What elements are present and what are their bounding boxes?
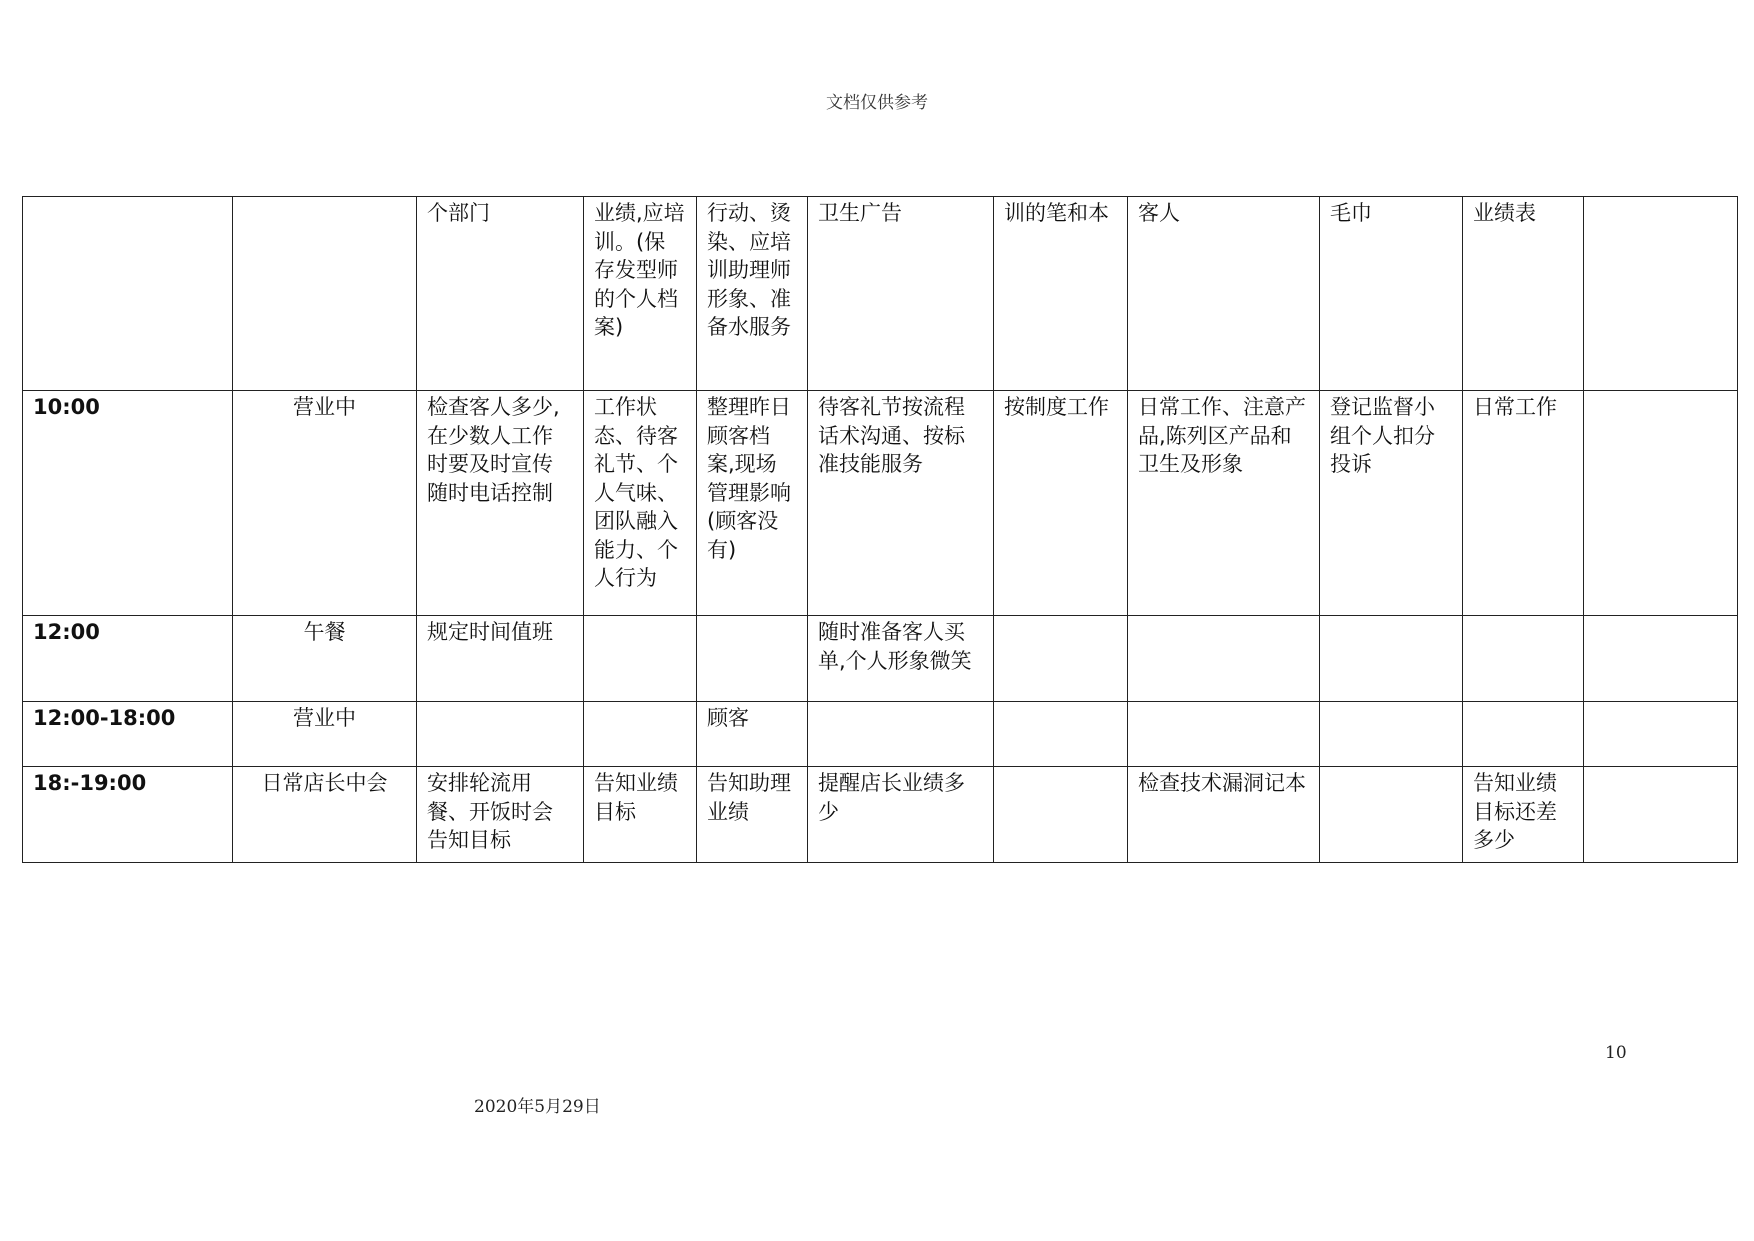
table-cell bbox=[1584, 616, 1738, 702]
table-row bbox=[23, 702, 1738, 767]
table-cell: 客人 bbox=[1128, 197, 1320, 391]
schedule-table bbox=[22, 196, 1738, 863]
time-cell: 12:00-18:00 bbox=[23, 702, 233, 767]
table-cell bbox=[1128, 616, 1320, 702]
time-cell bbox=[23, 197, 233, 391]
table-cell: 告知助理业绩 bbox=[697, 767, 808, 863]
phase-cell bbox=[233, 616, 417, 702]
table-cell bbox=[1320, 702, 1463, 767]
table-cell bbox=[1584, 767, 1738, 863]
table-cell: 安排轮流用餐、开饭时会告知目标 bbox=[417, 767, 584, 863]
table-cell bbox=[994, 767, 1128, 863]
table-row bbox=[23, 391, 1738, 616]
table-cell bbox=[417, 702, 584, 767]
table-cell bbox=[808, 702, 994, 767]
time-cell: 10:00 bbox=[23, 391, 233, 616]
table-cell: 行动、烫染、应培训助理师形象、准备水服务 bbox=[697, 197, 808, 391]
table-cell bbox=[1463, 702, 1584, 767]
table-cell bbox=[994, 702, 1128, 767]
table-cell: 检查技术漏洞记本 bbox=[1128, 767, 1320, 863]
table-cell: 个部门 bbox=[417, 197, 584, 391]
table-cell: 告知业绩目标 bbox=[584, 767, 697, 863]
table-cell bbox=[584, 702, 697, 767]
table-row bbox=[23, 197, 1738, 391]
table-cell: 顾客 bbox=[697, 702, 808, 767]
table-cell bbox=[994, 616, 1128, 702]
table-cell: 检查客人多少,在少数人工作时要及时宣传随时电话控制 bbox=[417, 391, 584, 616]
table-cell: 卫生广告 bbox=[808, 197, 994, 391]
phase-label: 营业中 bbox=[293, 395, 356, 419]
phase-cell bbox=[233, 197, 417, 391]
table-cell bbox=[584, 616, 697, 702]
table-cell: 业绩,应培训。(保存发型师的个人档案) bbox=[584, 197, 697, 391]
table-cell: 毛巾 bbox=[1320, 197, 1463, 391]
table-cell bbox=[1584, 702, 1738, 767]
table-cell: 日常工作 bbox=[1463, 391, 1584, 616]
table-cell: 整理昨日顾客档案,现场管理影响(顾客没有) bbox=[697, 391, 808, 616]
table-cell: 业绩表 bbox=[1463, 197, 1584, 391]
table-cell bbox=[1128, 702, 1320, 767]
document-date: 2020年5月29日 bbox=[474, 1097, 601, 1117]
table-cell: 登记监督小组个人扣分投诉 bbox=[1320, 391, 1463, 616]
table-cell: 随时准备客人买单,个人形象微笑 bbox=[808, 616, 994, 702]
phase-cell bbox=[233, 767, 417, 863]
table-cell: 待客礼节按流程话术沟通、按标准技能服务 bbox=[808, 391, 994, 616]
phase-cell bbox=[233, 702, 417, 767]
table-cell: 提醒店长业绩多少 bbox=[808, 767, 994, 863]
table-cell: 日常工作、注意产品,陈列区产品和卫生及形象 bbox=[1128, 391, 1320, 616]
table-cell bbox=[1320, 767, 1463, 863]
page-number: 10 bbox=[1605, 1043, 1627, 1063]
table-cell bbox=[697, 616, 808, 702]
table-cell: 告知业绩目标还差多少 bbox=[1463, 767, 1584, 863]
table-cell: 按制度工作 bbox=[994, 391, 1128, 616]
table-cell bbox=[1584, 197, 1738, 391]
phase-label: 日常店长中会 bbox=[261, 771, 388, 795]
table-row bbox=[23, 767, 1738, 863]
table-cell: 规定时间值班 bbox=[417, 616, 584, 702]
phase-label: 午餐 bbox=[303, 620, 346, 644]
phase-cell bbox=[233, 391, 417, 616]
time-cell: 18:-19:00 bbox=[23, 767, 233, 863]
table-cell bbox=[1463, 616, 1584, 702]
table-cell: 训的笔和本 bbox=[994, 197, 1128, 391]
table-cell bbox=[1320, 616, 1463, 702]
table-cell bbox=[1584, 391, 1738, 616]
table-row bbox=[23, 616, 1738, 702]
table-cell: 工作状态、待客礼节、个人气味、团队融入能力、个人行为 bbox=[584, 391, 697, 616]
document-header-note: 文档仅供参考 bbox=[826, 93, 928, 113]
time-cell: 12:00 bbox=[23, 616, 233, 702]
phase-label: 营业中 bbox=[293, 706, 356, 730]
